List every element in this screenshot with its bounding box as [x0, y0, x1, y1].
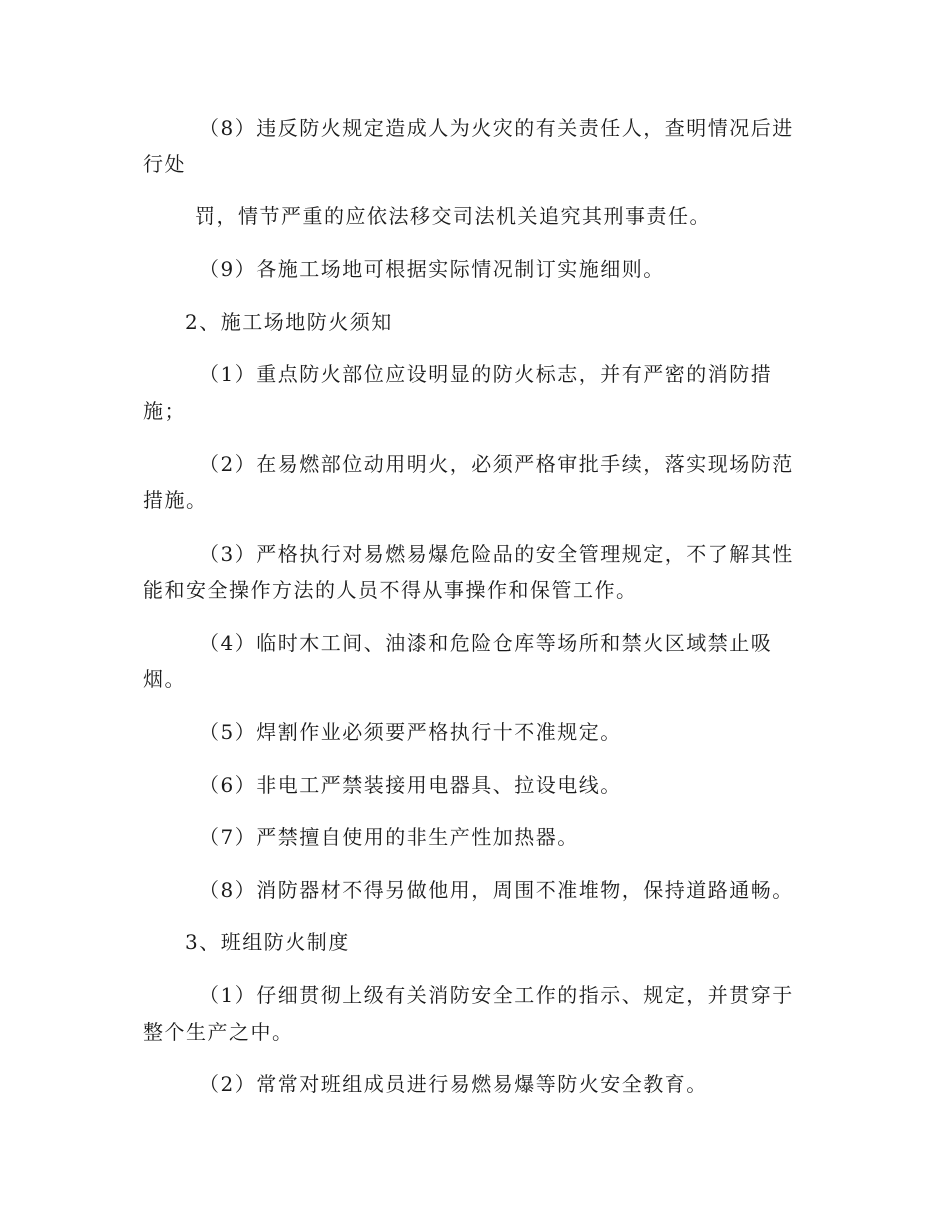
text-line: （6）非电工严禁装接用电器具、拉设电线。: [199, 773, 622, 797]
text-line: （4）临时木工间、油漆和危险仓库等场所和禁火区域禁止吸: [199, 631, 773, 655]
text-line: （7）严禁擅自使用的非生产性加热器。: [199, 825, 579, 849]
section-heading: 3、班组防火制度: [185, 930, 350, 954]
text-line: （8）消防器材不得另做他用，周围不准堆物，保持道路通畅。: [199, 878, 794, 902]
text-line: （8）违反防火规定造成人为火灾的有关责任人，查明情况后进: [199, 116, 794, 140]
text-line: （2）常常对班组成员进行易燃易爆等防火安全教育。: [199, 1072, 708, 1096]
text-line: 施；: [143, 399, 186, 423]
text-line: 整个生产之中。: [143, 1020, 294, 1044]
text-line: （2）在易燃部位动用明火，必须严格审批手续，落实现场防范: [199, 452, 794, 476]
text-line: 行处: [143, 152, 186, 176]
text-line: （5）焊割作业必须要严格执行十不准规定。: [199, 720, 622, 744]
text-line: 能和安全操作方法的人员不得从事操作和保管工作。: [143, 578, 638, 602]
text-line: （1）仔细贯彻上级有关消防安全工作的指示、规定，并贯穿于: [199, 983, 794, 1007]
text-line: 措施。: [143, 488, 208, 512]
text-line: 罚，情节严重的应依法移交司法机关追究其刑事责任。: [195, 204, 711, 228]
text-line: 烟。: [143, 667, 186, 691]
text-line: （1）重点防火部位应设明显的防火标志，并有严密的消防措: [199, 362, 773, 386]
section-heading: 2、施工场地防火须知: [185, 310, 393, 334]
text-line: （9）各施工场地可根据实际情况制订实施细则。: [199, 257, 665, 281]
text-line: （3）严格执行对易燃易爆危险品的安全管理规定，不了解其性: [199, 542, 794, 566]
